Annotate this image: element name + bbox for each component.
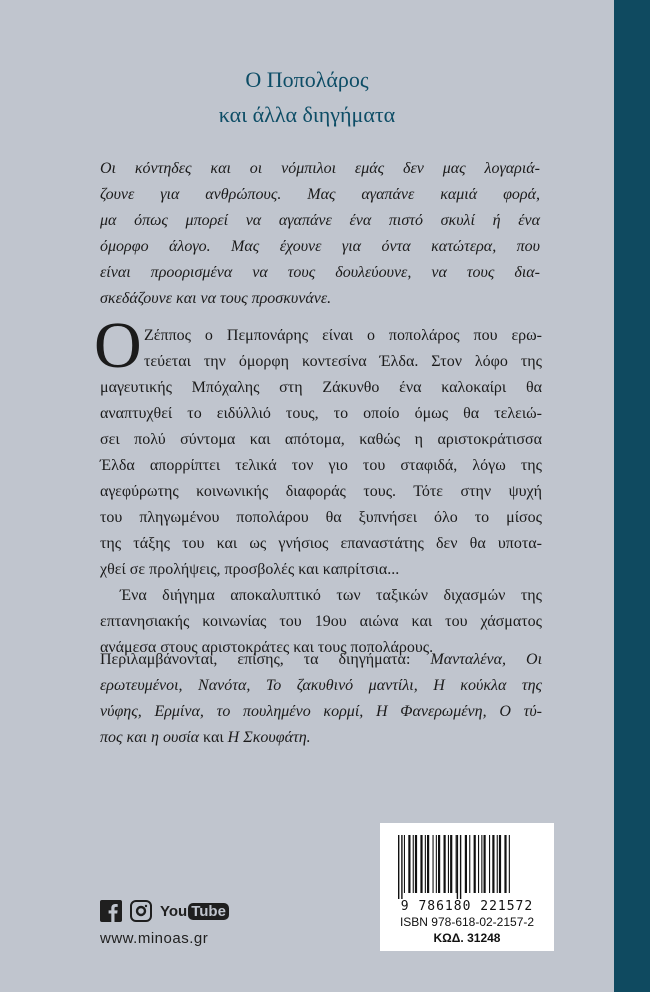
barcode-digits: 9 786180 221572 (400, 899, 534, 914)
barcode-bar (478, 835, 479, 893)
barcode-bar (444, 835, 446, 893)
synopsis-line: ανάμεσα στους αριστοκράτες και τους ποπολάρους. (100, 639, 434, 656)
instagram-glyph (132, 902, 150, 920)
quote-line: ζουνε για ανθρώπους. Μας αγαπάνε καμιά φορά, (100, 186, 540, 203)
synopsis-line: Ζέππος ο Πεμπονάρης είναι ο ποπολάρος που ερω- (144, 327, 542, 344)
story-titles: νύφης, Ερμίνα, το πουλημένο κορμί, Η Φανερωμένη, Ο τύ- (100, 703, 542, 720)
barcode-bar (497, 835, 498, 893)
story-titles: ερωτευμένοι, Νανότα, Το ζακυθινό μαντίλι, Η κούκλα της (100, 677, 542, 694)
conjunction: και (199, 729, 228, 746)
barcode-bar (438, 835, 440, 893)
included-intro: Περιλαμβάνονται, επίσης, τα διηγήματα: (100, 651, 431, 668)
barcode-bar (504, 835, 506, 893)
barcode-guard-bar (398, 835, 399, 899)
youtube-icon[interactable] (160, 903, 229, 920)
story-titles: πος και η ουσία (100, 729, 200, 746)
epigraph-quote (100, 156, 540, 312)
synopsis-line: τεύεται την όμορφη κοντεσίνα Έλδα. Στον λόφο της (144, 353, 542, 370)
included-line (100, 647, 542, 673)
barcode-bar (450, 835, 452, 893)
barcode-guard-bar (460, 835, 461, 899)
barcode-image (394, 835, 542, 899)
youtube-tube: Tube (188, 903, 229, 920)
synopsis-line: επτανησιακής κοινωνίας του 19ου αιώνα και του χάσματος (100, 613, 542, 630)
synopsis-line: σει πολύ σύντομα και απότομα, καθώς η αριστοκράτισσα (100, 431, 542, 448)
facebook-glyph (100, 900, 122, 922)
barcode-bar (425, 835, 426, 893)
barcode-bar (420, 835, 422, 893)
barcode-bar (427, 835, 429, 893)
barcode-bar (465, 835, 467, 893)
barcode-bar (474, 835, 476, 893)
barcode-bar (481, 835, 482, 893)
book-title (0, 62, 614, 132)
instagram-icon[interactable] (130, 900, 152, 922)
story-titles: Η Σκουφάτη. (227, 729, 311, 746)
quote-line: Οι κόντηδες και οι νόμπιλοι εμάς δεν μας λογαριά- (100, 160, 540, 177)
title-line-2: και άλλα διηγήματα (218, 102, 396, 127)
barcode-bar (433, 835, 434, 893)
included-line (100, 725, 542, 751)
synopsis-line: αναπτυχθεί το ειδύλλιό τους, το οποίο όμως θα τελειώ- (100, 405, 542, 422)
included-line (100, 673, 542, 699)
barcode-bar (413, 835, 414, 893)
drop-cap: Ο (94, 309, 142, 382)
barcode-bar (492, 835, 494, 893)
synopsis-line: μαγευτικής Μπόχαλης στη Ζάκυνθο ένα καλοκαίρι θα (100, 379, 542, 396)
synopsis-text (100, 323, 542, 661)
included-line (100, 699, 542, 725)
synopsis-line: Έλδα απορρίπτει τελικά τον γιο του σταφιδά, λόγω της (100, 457, 542, 474)
included-stories (100, 647, 542, 751)
barcode-bar (415, 835, 417, 893)
synopsis-line: του πληγωμένου ποπολάρου θα ξυπνήσει όλο το μίσος (100, 509, 542, 526)
barcode-bar (436, 835, 437, 893)
barcode-bar (489, 835, 490, 893)
barcode-bar (469, 835, 470, 893)
barcode-bar (484, 835, 486, 893)
quote-line: μα όπως μπορεί να αγαπάνε ένα πιστό σκυλί ή ένα (100, 212, 540, 229)
website-link[interactable]: www.minoas.gr (100, 930, 209, 947)
barcode-bar (448, 835, 449, 893)
barcode-bar (404, 835, 405, 893)
quote-line: σκεδάζουνε και να τους προσκυνάνε. (100, 290, 332, 307)
barcode-bar (456, 835, 457, 893)
barcode-box (380, 823, 554, 951)
synopsis-line: Ένα διήγημα αποκαλυπτικό των ταξικών διχασμών της (120, 587, 542, 604)
barcode-guard-bar (401, 835, 402, 899)
product-code: ΚΩΔ. 31248 (433, 931, 501, 945)
youtube-you: You (160, 902, 188, 920)
social-links (100, 898, 229, 924)
barcode-bar (408, 835, 410, 893)
barcode-guard-bar (457, 835, 458, 899)
isbn-number: ISBN 978-618-02-2157-2 (399, 915, 535, 929)
synopsis-line: χθεί σε προλήψεις, προσβολές και καπρίτσια... (100, 561, 400, 578)
barcode-bar (499, 835, 501, 893)
quote-line: είναι προορισμένα να τους δουλεύουνε, να τους δια- (100, 264, 540, 281)
synopsis-line: αγεφύρωτης κοινωνικής διαφοράς τους. Τότε στην ψυχή (100, 483, 542, 500)
barcode-bar (509, 835, 510, 893)
quote-line: όμορφο άλογο. Μας έχουνε για όντα κατώτερα, που (100, 238, 540, 255)
title-line-1: Ο Ποπολάρος (245, 67, 369, 92)
facebook-icon[interactable] (100, 900, 122, 922)
synopsis-line: της τάξης του και ως γνήσιος επαναστάτης δεν θα υποτα- (100, 535, 542, 552)
story-titles: Μανταλένα, Οι (430, 651, 543, 668)
